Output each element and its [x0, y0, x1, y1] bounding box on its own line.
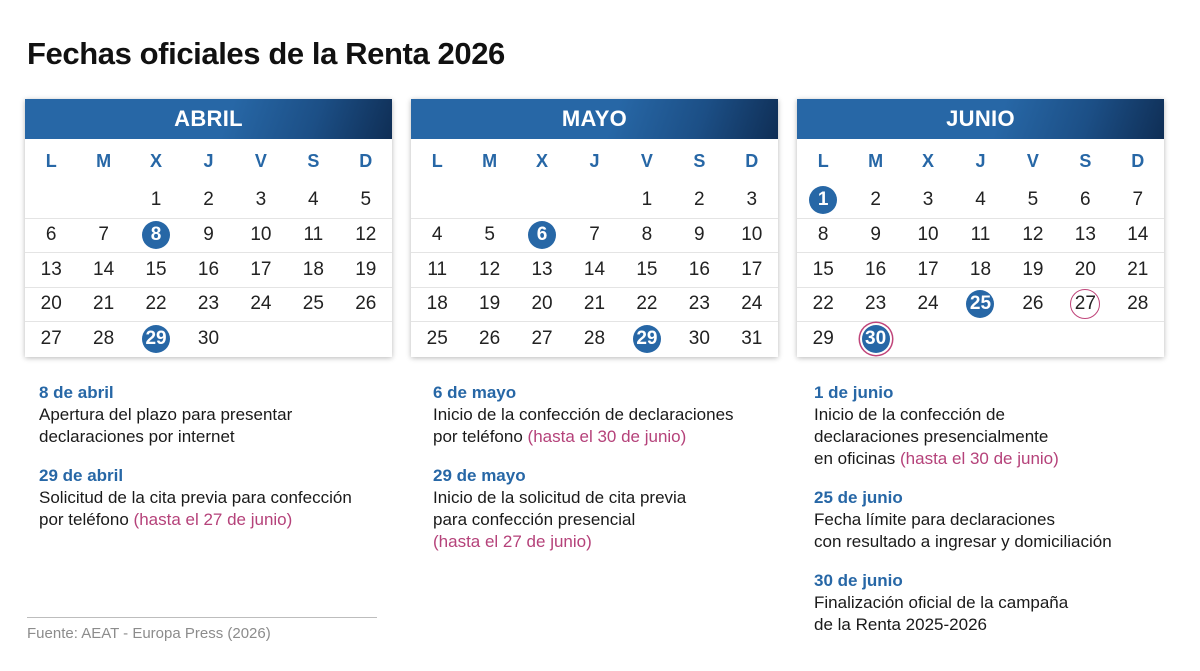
day-number: 10 [917, 224, 939, 246]
month-header: JUNIO [797, 99, 1164, 139]
empty-day-cell [77, 183, 129, 218]
day-number: 3 [922, 189, 934, 211]
empty-day-cell [1007, 322, 1059, 356]
event-description: Solicitud de la cita previa para confección [39, 488, 352, 507]
day-cell [182, 253, 234, 287]
weekday-label: S [307, 150, 320, 171]
day-number: 5 [1027, 189, 1039, 211]
day-number: 25 [426, 327, 448, 349]
day-cell [25, 288, 77, 322]
day-number [299, 325, 327, 353]
day-cell [1007, 288, 1059, 322]
day-number: 8 [142, 221, 170, 249]
day-cell [1007, 219, 1059, 253]
event-deadline: (hasta el 30 de junio) [527, 427, 687, 446]
day-cell [182, 219, 234, 253]
day-cell [463, 288, 515, 322]
weekday-label: V [640, 150, 653, 171]
day-cell [568, 253, 620, 287]
event-date: 1 de junio [814, 383, 894, 402]
weekday-label: V [1026, 150, 1039, 171]
day-cell [287, 183, 339, 218]
day-cell [568, 288, 620, 322]
source-text: Fuente: AEAT - Europa Press (2026) [27, 625, 271, 642]
event-date: 8 de abril [39, 383, 114, 402]
day-cell [568, 322, 620, 356]
weekday-label: X [922, 150, 935, 171]
day-cell [463, 253, 515, 287]
event-description: Apertura del plazo para presentar [39, 405, 293, 424]
event-description: por teléfono (hasta el 30 de junio) [433, 427, 687, 446]
day-number: 2 [870, 189, 881, 211]
day-cell [25, 253, 77, 287]
day-number: 10 [741, 224, 763, 246]
day-cell [182, 322, 234, 356]
day-number: 7 [1132, 189, 1144, 211]
event-description: con resultado a ingresar y domiciliación [814, 532, 1112, 551]
day-number: 21 [93, 293, 115, 315]
weekday-label: D [359, 150, 373, 171]
week-row [411, 252, 778, 287]
day-number: 20 [1074, 258, 1096, 280]
day-number: 18 [302, 258, 324, 280]
weekday-row [797, 139, 1164, 183]
event-note [39, 465, 399, 531]
day-number: 28 [1127, 293, 1149, 315]
day-cell [1059, 288, 1111, 322]
month-header: MAYO [411, 99, 778, 139]
day-cell [902, 219, 954, 253]
empty-day-cell [411, 183, 463, 218]
empty-day-cell [1112, 322, 1164, 356]
event-description: declaraciones por internet [39, 427, 235, 446]
day-cell [77, 288, 129, 322]
week-row [25, 287, 392, 322]
day-cell [516, 322, 568, 356]
weekday-label: J [589, 150, 600, 171]
day-number: 13 [531, 258, 553, 280]
day-number [580, 186, 608, 214]
week-row [797, 183, 1164, 218]
event-note [433, 465, 793, 553]
empty-day-cell [340, 322, 392, 356]
week-row [25, 252, 392, 287]
day-cell [340, 219, 392, 253]
week-row [25, 183, 392, 218]
week-row [411, 321, 778, 356]
day-number [966, 325, 994, 353]
empty-day-cell [25, 183, 77, 218]
day-number: 30 [197, 327, 220, 349]
day-cell [673, 253, 725, 287]
day-number: 13 [40, 258, 62, 280]
event-description: Inicio de la solicitud de cita previa [433, 488, 687, 507]
day-cell [954, 219, 1006, 253]
day-cell [954, 253, 1006, 287]
day-number: 18 [426, 293, 448, 315]
day-number: 23 [197, 293, 220, 315]
day-cell [621, 322, 673, 356]
day-number: 9 [870, 224, 881, 246]
day-cell [849, 322, 901, 356]
day-cell [849, 219, 901, 253]
day-number: 1 [150, 189, 162, 211]
event-description: para confección presencial [433, 510, 636, 529]
weekday-row [25, 139, 392, 183]
day-number: 13 [1074, 224, 1096, 246]
day-cell [340, 288, 392, 322]
day-cell [726, 219, 778, 253]
day-number: 7 [98, 224, 109, 246]
day-number: 4 [308, 189, 319, 211]
day-cell [463, 219, 515, 253]
day-cell [1112, 253, 1164, 287]
day-number: 23 [865, 293, 887, 315]
week-row [797, 252, 1164, 287]
event-deadline: (hasta el 27 de junio) [433, 532, 592, 551]
event-description: en oficinas (hasta el 30 de junio) [814, 449, 1059, 468]
calendar-junio [797, 99, 1164, 357]
day-number: 29 [142, 325, 170, 353]
weekday-label: M [482, 150, 498, 171]
day-number: 27 [40, 327, 62, 349]
day-cell [849, 253, 901, 287]
weekday-label: L [45, 150, 57, 171]
day-number: 11 [427, 258, 448, 280]
weekday-row [411, 139, 778, 183]
page-title: Fechas oficiales de la Renta 2026 [27, 36, 505, 71]
day-number: 29 [812, 327, 834, 349]
day-number: 24 [741, 293, 763, 315]
day-number: 22 [145, 293, 167, 315]
day-number: 12 [1022, 224, 1044, 246]
day-cell [340, 253, 392, 287]
event-description: Fecha límite para declaraciones [814, 510, 1055, 529]
day-cell [849, 183, 901, 218]
day-cell [182, 183, 234, 218]
day-cell [235, 219, 287, 253]
day-cell [130, 322, 182, 356]
day-cell [726, 253, 778, 287]
event-date: 29 de mayo [433, 466, 526, 485]
day-number: 6 [528, 221, 556, 249]
day-number: 27 [531, 327, 553, 349]
day-cell [902, 288, 954, 322]
day-cell [1059, 219, 1111, 253]
event-note [814, 382, 1174, 470]
day-number: 15 [145, 258, 167, 280]
event-description: por teléfono (hasta el 27 de junio) [39, 510, 293, 529]
weekday-label: S [1079, 150, 1092, 171]
day-number: 12 [479, 258, 501, 280]
empty-day-cell [902, 322, 954, 356]
day-number: 30 [688, 327, 710, 349]
empty-day-cell [287, 322, 339, 356]
day-cell [673, 288, 725, 322]
day-number: 5 [484, 224, 495, 246]
day-cell [621, 288, 673, 322]
day-number: 2 [203, 189, 214, 211]
day-number [90, 186, 118, 214]
day-cell [340, 183, 392, 218]
day-cell [797, 288, 849, 322]
day-number: 14 [1127, 224, 1149, 246]
day-cell [726, 322, 778, 356]
day-cell [516, 219, 568, 253]
day-cell [25, 219, 77, 253]
event-note [814, 570, 1174, 636]
day-number: 24 [250, 293, 272, 315]
day-cell [235, 253, 287, 287]
day-number: 6 [1080, 189, 1091, 211]
day-number: 17 [741, 258, 763, 280]
event-date: 6 de mayo [433, 383, 517, 402]
month-header: ABRIL [25, 99, 392, 139]
day-number: 19 [1022, 258, 1044, 280]
day-cell [673, 183, 725, 218]
day-cell [1007, 253, 1059, 287]
day-number: 19 [355, 258, 377, 280]
day-cell [287, 288, 339, 322]
day-number: 3 [255, 189, 267, 211]
day-number [352, 325, 380, 353]
day-cell [797, 253, 849, 287]
day-cell [673, 322, 725, 356]
empty-day-cell [235, 322, 287, 356]
day-cell [287, 253, 339, 287]
weekday-label: X [536, 150, 549, 171]
day-number [1019, 325, 1047, 353]
day-cell [287, 219, 339, 253]
week-row [411, 287, 778, 322]
week-row [25, 218, 392, 253]
day-number [423, 186, 451, 214]
day-number: 28 [93, 327, 115, 349]
day-number [528, 186, 556, 214]
weekday-label: L [431, 150, 443, 171]
day-number: 10 [250, 224, 272, 246]
day-number: 9 [203, 224, 214, 246]
empty-day-cell [1059, 322, 1111, 356]
day-cell [797, 183, 849, 218]
day-cell [797, 322, 849, 356]
day-number: 12 [355, 224, 377, 246]
day-cell [463, 322, 515, 356]
weekday-label: J [203, 150, 214, 171]
empty-day-cell [954, 322, 1006, 356]
weekday-label: X [150, 150, 163, 171]
day-number [37, 186, 65, 214]
day-number: 2 [694, 189, 705, 211]
day-cell [1112, 183, 1164, 218]
day-cell [621, 253, 673, 287]
day-number: 19 [479, 293, 501, 315]
day-cell [849, 288, 901, 322]
empty-day-cell [568, 183, 620, 218]
day-cell [1059, 253, 1111, 287]
day-number: 8 [817, 224, 829, 246]
day-number: 3 [746, 189, 758, 211]
day-cell [130, 219, 182, 253]
day-number: 31 [741, 327, 763, 349]
day-number: 1 [809, 186, 837, 214]
day-number: 6 [45, 224, 57, 246]
day-cell [130, 253, 182, 287]
day-number: 25 [966, 290, 994, 318]
week-row [25, 321, 392, 356]
day-number: 22 [636, 293, 658, 315]
day-number: 23 [688, 293, 710, 315]
event-date: 29 de abril [39, 466, 124, 485]
event-deadline: (hasta el 30 de junio) [900, 449, 1059, 468]
day-number: 16 [865, 258, 887, 280]
day-cell [621, 219, 673, 253]
day-cell [77, 219, 129, 253]
day-number: 29 [633, 325, 661, 353]
day-number: 28 [583, 327, 606, 349]
day-number: 7 [589, 224, 600, 246]
day-number: 1 [641, 189, 653, 211]
day-number: 16 [197, 258, 220, 280]
day-number: 14 [93, 258, 115, 280]
day-cell [568, 219, 620, 253]
day-cell [1112, 219, 1164, 253]
weekday-label: S [693, 150, 706, 171]
day-cell [954, 183, 1006, 218]
day-number [914, 325, 942, 353]
weekday-label: J [975, 150, 986, 171]
day-number: 4 [975, 189, 986, 211]
day-cell [516, 288, 568, 322]
day-cell [1007, 183, 1059, 218]
day-number [1124, 325, 1152, 353]
weekday-label: L [817, 150, 829, 171]
source-divider [27, 617, 377, 618]
day-number [1071, 325, 1099, 353]
week-row [411, 183, 778, 218]
day-number: 15 [636, 258, 658, 280]
week-row [797, 287, 1164, 322]
day-number: 15 [812, 258, 834, 280]
day-cell [77, 322, 129, 356]
event-description: Inicio de la confección de declaraciones [433, 405, 734, 424]
event-date: 25 de junio [814, 488, 903, 507]
day-cell [411, 219, 463, 253]
calendar-mayo [411, 99, 778, 357]
week-row [797, 321, 1164, 356]
day-number: 21 [1127, 258, 1149, 280]
day-cell [902, 183, 954, 218]
weekday-label: D [745, 150, 759, 171]
day-number: 5 [360, 189, 372, 211]
event-description: de la Renta 2025-2026 [814, 615, 987, 634]
day-number: 21 [583, 293, 606, 315]
day-cell [235, 288, 287, 322]
event-description: Inicio de la confección de [814, 405, 1005, 424]
day-cell [411, 322, 463, 356]
calendar-abril [25, 99, 392, 357]
day-number: 9 [694, 224, 705, 246]
notes-column [39, 382, 399, 548]
day-cell [411, 253, 463, 287]
event-description: Finalización oficial de la campaña [814, 593, 1069, 612]
day-number: 8 [641, 224, 653, 246]
day-cell [130, 288, 182, 322]
day-number: 25 [302, 293, 324, 315]
event-date: 30 de junio [814, 571, 903, 590]
day-cell [77, 253, 129, 287]
day-cell [954, 288, 1006, 322]
day-number: 26 [1022, 293, 1044, 315]
event-deadline: (hasta el 27 de junio) [133, 510, 293, 529]
day-number: 24 [917, 293, 939, 315]
weekday-label: M [96, 150, 112, 171]
day-number: 30 [862, 325, 890, 353]
week-row [797, 218, 1164, 253]
day-number: 17 [250, 258, 272, 280]
day-cell [902, 253, 954, 287]
day-number [476, 186, 504, 214]
day-cell [726, 288, 778, 322]
day-number [247, 325, 275, 353]
day-cell [235, 183, 287, 218]
event-note [433, 382, 793, 448]
day-number: 27 [1070, 289, 1100, 319]
day-cell [673, 219, 725, 253]
day-cell [726, 183, 778, 218]
event-description: declaraciones presencialmente [814, 427, 1049, 446]
day-cell [516, 253, 568, 287]
day-number: 26 [355, 293, 377, 315]
notes-column [814, 382, 1174, 653]
day-cell [411, 288, 463, 322]
day-number: 11 [303, 224, 324, 246]
day-cell [1112, 288, 1164, 322]
empty-day-cell [463, 183, 515, 218]
day-cell [621, 183, 673, 218]
day-cell [130, 183, 182, 218]
day-number: 20 [531, 293, 553, 315]
event-note [814, 487, 1174, 553]
day-number: 16 [688, 258, 710, 280]
day-cell [1059, 183, 1111, 218]
day-number: 17 [917, 258, 939, 280]
event-note [39, 382, 399, 448]
day-number: 22 [812, 293, 834, 315]
day-number: 11 [970, 224, 991, 246]
week-row [411, 218, 778, 253]
day-number: 18 [969, 258, 992, 280]
day-cell [797, 219, 849, 253]
day-cell [25, 322, 77, 356]
day-number: 14 [583, 258, 606, 280]
day-number: 20 [40, 293, 62, 315]
notes-column [433, 382, 793, 570]
weekday-label: V [254, 150, 267, 171]
weekday-label: M [868, 150, 884, 171]
weekday-label: D [1131, 150, 1145, 171]
day-number: 4 [431, 224, 443, 246]
day-number: 26 [479, 327, 501, 349]
empty-day-cell [516, 183, 568, 218]
day-cell [182, 288, 234, 322]
